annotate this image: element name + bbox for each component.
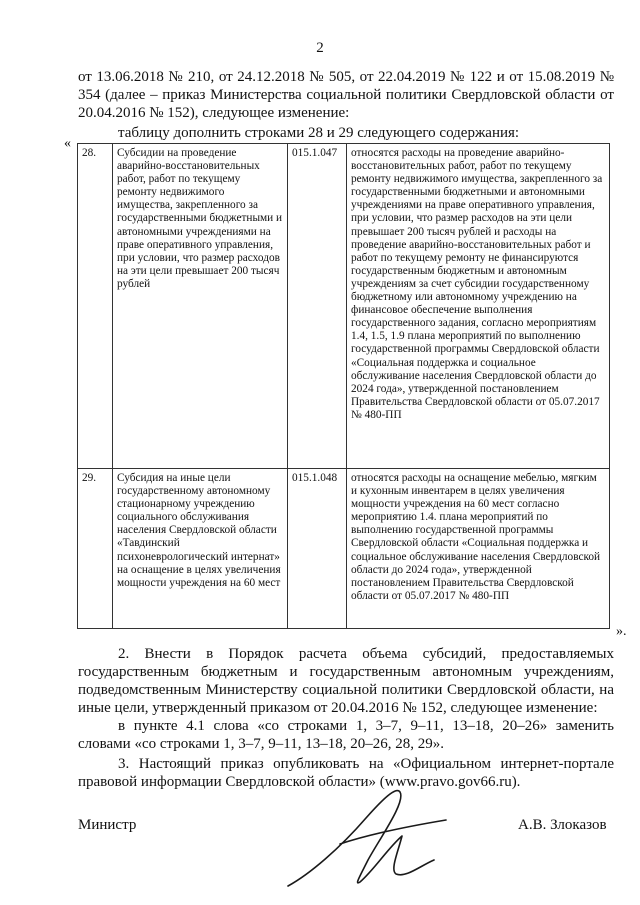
subsidy-table [77,143,610,629]
subsidy-code: 015.1.048 [288,469,347,629]
signer-name: А.В. Злоказов [518,817,607,833]
table-intro: таблицу дополнить строками 28 и 29 следующего содержания: [118,125,520,141]
intro-paragraph: от 13.06.2018 № 210, от 24.12.2018 № 505, от 22.04.2019 № 122 и от 15.08.2019 № 354 (далее – приказ Министерства социальной политики Свердловской области от 20.04.2016 № 152), следующее изменение: [78,69,614,121]
subsidy-code: 015.1.047 [288,144,347,469]
subsidy-description: относятся расходы на оснащение мебелью, мягким и кухонным инвентарем в целях увеличения мощности учреждения на 60 мест согласно мероприятию 1.4. плана мероприятий по выполнению государственной программы Свердловской области «Социальная поддержка и социальное обслуживание населения Свердловской области до 2024 года», утвержденной постановлением Правительства Свердловской области от 05.07.2017 № 480-ПП [347,469,610,629]
paragraph-2 [78,645,614,717]
subsidy-description: относятся расходы на проведение аварийно-восстановительных работ, работ по текущему ремонту недвижимого имущества, закрепленного за государственными бюджетными и автономными учреждениями на праве оперативного управления, при условии, что размер расходов на эти цели превышает 200 тысяч рублей и расходы на проведение аварийно-восстановительных работ и работ по текущему ремонту не финансируются государственным бюджетным и автономным учреждениям за счет субсидии государственному бюджетному или автономному учреждению на финансовое обеспечение выполнения государственного задания, согласно мероприятиям 1.4, 1.5, 1.9 плана мероприятий по выполнению государственной программы Свердловской области «Социальная поддержка и социальное обслуживание населения Свердловской области до 2024 года», утвержденной постановлением Правительства Свердловской области от 05.07.2017 № 480-ПП [347,144,610,469]
page-number: 2 [316,40,324,56]
paragraph-3: 3. Настоящий приказ опубликовать на «Официальном интернет-портале правовой информации Свердловской области» (www.pravo.gov66.ru). [78,756,614,790]
signer-title: Министр [78,817,137,833]
quote-open: « [64,136,71,151]
subsidy-name: Субсидии на проведение аварийно-восстановительных работ, работ по текущему ремонту недвижимого имущества, закрепленного за государственными бюджетными и автономными учреждениями на праве оперативного управления, при условии, что размер расходов на эти цели превышает 200 тысяч рублей [113,144,288,469]
paragraph-2-change: в пункте 4.1 слова «со строками 1, 3–7, 9–11, 13–18, 20–26» заменить словами «со строками 1, 3–7, 9–11, 13–18, 20–26, 28, 29». [78,718,614,752]
table-row [78,144,610,469]
subsidy-name: Субсидия на иные цели государственному автономному стационарному учреждению социального обслуживания населения Свердловской области «Тавдинский психоневрологический интернат» на оснащение в целях увеличения мощности учреждения на 60 мест [113,469,288,629]
paragraph-2-text: 2. Внести в Порядок расчета объема субсидий, предоставляемых государственным бюджетным и государственным автономным учреждениям, подведомственным Министерству социальной политики Свердловской области, на иные цели, утвержденный приказом от 20.04.2016 № 152, следующее изменение: [78,646,614,716]
row-number: 28. [78,144,113,469]
table-row [78,469,610,629]
row-number: 29. [78,469,113,629]
handwritten-signature [270,778,460,898]
quote-close: ». [616,624,627,639]
